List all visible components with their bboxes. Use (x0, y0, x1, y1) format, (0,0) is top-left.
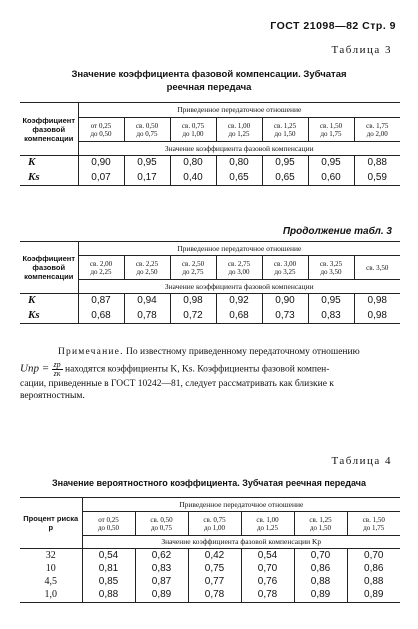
table3-title-line2: реечная передача (166, 82, 252, 93)
table3-col-header: св. 1,00 до 1,25 (216, 118, 262, 142)
table4-cell: 0,76 (241, 575, 294, 588)
table3b-cell: 0,90 (262, 294, 308, 308)
formula-fraction (52, 361, 63, 378)
table3-cell: 0,40 (170, 170, 216, 186)
table4-cell: 0,70 (294, 549, 347, 563)
table3-continuation-label: Продолжение табл. 3 (282, 226, 392, 237)
table3b-cell: 0,73 (262, 308, 308, 324)
page-header: ГОСТ 21098—82 Стр. 9 (270, 20, 396, 32)
table3b-cell: 0,68 (78, 308, 124, 324)
table3-col-header: св. 1,50 до 1,75 (308, 118, 354, 142)
formula-lhs: Uпр = (20, 362, 50, 375)
table3b-values-header: Значение коэффициента фазовой компенсации (78, 280, 400, 294)
table3b-col-header: св. 2,00 до 2,25 (78, 256, 124, 280)
table3b-row-label: Ks (20, 308, 78, 324)
table3b-cell: 0,78 (124, 308, 170, 324)
note-label: Примечание. (58, 347, 124, 357)
note-paragraph (20, 346, 400, 403)
table3b-col-header: св. 2,75 до 3,00 (216, 256, 262, 280)
table3b-cell: 0,98 (170, 294, 216, 308)
table4-cell: 0,89 (347, 588, 400, 602)
table3b-cell: 0,83 (308, 308, 354, 324)
table4-values-header: Значение коэффициента фазовой компенсации Kp (82, 536, 400, 549)
table4 (20, 497, 400, 603)
table4-cell: 0,77 (188, 575, 241, 588)
table3-row-label: Ks (20, 170, 78, 186)
table4-cell: 0,78 (188, 588, 241, 602)
table4-cell: 0,62 (135, 549, 188, 563)
table3b-col-header: св. 3,00 до 3,25 (262, 256, 308, 280)
note-line2: находятся коэффициенты K, Ks. Коэффициенты фазовой компен- (65, 364, 330, 375)
table3-title-line1: Значение коэффициента фазовой компенсации. Зубчатая (71, 69, 347, 80)
table3b-cell: 0,72 (170, 308, 216, 324)
table4-col-header: св. 0,75 до 1,00 (188, 512, 241, 536)
table3-cell: 0,80 (216, 156, 262, 170)
table3-cell: 0,80 (170, 156, 216, 170)
table4-cell: 0,70 (347, 549, 400, 563)
table3-cell: 0,59 (354, 170, 400, 186)
table4-cell: 0,86 (347, 562, 400, 575)
table4-cell: 0,42 (188, 549, 241, 563)
note-line4: вероятностным. (20, 391, 85, 401)
table3b-cell: 0,95 (308, 294, 354, 308)
table4-cell: 0,88 (294, 575, 347, 588)
table4-cell: 0,85 (82, 575, 135, 588)
table3-cell: 0,95 (262, 156, 308, 170)
table3-col-header: св. 0,50 до 0,75 (124, 118, 170, 142)
table3b-col-header: св. 2,25 до 2,50 (124, 256, 170, 280)
table4-cell: 0,87 (135, 575, 188, 588)
table3b-col-header: св. 3,25 до 3,50 (308, 256, 354, 280)
table4-cell: 0,89 (294, 588, 347, 602)
table3-row-label: K (20, 156, 78, 170)
table4-title: Значение вероятностного коэффициента. Зубчатая реечная передача (52, 478, 366, 488)
table3b-col-header: св. 3,50 (354, 256, 400, 280)
table3-cell: 0,95 (308, 156, 354, 170)
table3-cell: 0,65 (262, 170, 308, 186)
formula-numerator: zp (53, 359, 61, 369)
table3-title (20, 68, 398, 94)
table4-cell: 0,83 (135, 562, 188, 575)
table4-cell: 0,54 (82, 549, 135, 563)
table3-label: Таблица 3 (331, 44, 392, 56)
table4-cell: 0,88 (347, 575, 400, 588)
table3-continued (20, 241, 400, 324)
table3-cell: 0,90 (78, 156, 124, 170)
formula-denominator: zк (53, 368, 61, 378)
table4-col-header: св. 1,50 до 1,75 (347, 512, 400, 536)
table3b-cell: 0,94 (124, 294, 170, 308)
table3-col-header: св. 1,75 до 2,00 (354, 118, 400, 142)
table4-col-header: св. 1,00 до 1,25 (241, 512, 294, 536)
table3-rowhead: Коэффициент фазовой компенсации (20, 103, 78, 156)
table3b-group-header: Приведенное передаточное отношение (78, 242, 400, 256)
table4-cell: 0,70 (241, 562, 294, 575)
table4-cell: 0,75 (188, 562, 241, 575)
table4-cell: 0,88 (82, 588, 135, 602)
table4-row-label: 10 (20, 562, 82, 575)
table3b-cell: 0,92 (216, 294, 262, 308)
table3b-rowhead: Коэффициент фазовой компенсации (20, 242, 78, 294)
table3b-cell: 0,68 (216, 308, 262, 324)
note-line1: По известному приведенному передаточному отношению (126, 347, 360, 357)
table3-col-header: св. 0,75 до 1,00 (170, 118, 216, 142)
table4-label: Таблица 4 (331, 455, 392, 467)
table4-group-header: Приведенное передаточное отношение (82, 498, 400, 512)
table3-col-header: св. 1,25 до 1,50 (262, 118, 308, 142)
table4-col-header: св. 0,50 до 0,75 (135, 512, 188, 536)
table3b-cell: 0,87 (78, 294, 124, 308)
table3b-cell: 0,98 (354, 294, 400, 308)
note-line3: сации, приведенные в ГОСТ 10242—81, следует рассматривать как близкие к (20, 378, 334, 389)
table3-cell: 0,60 (308, 170, 354, 186)
table3-group-header: Приведенное передаточное отношение (78, 103, 400, 118)
table3-cell: 0,17 (124, 170, 170, 186)
table4-cell: 0,81 (82, 562, 135, 575)
table4-row-label: 32 (20, 549, 82, 563)
table4-cell: 0,78 (241, 588, 294, 602)
table4-row-label: 1,0 (20, 588, 82, 602)
table4-cell: 0,54 (241, 549, 294, 563)
table3b-col-header: св. 2,50 до 2,75 (170, 256, 216, 280)
table3-cell: 0,88 (354, 156, 400, 170)
table3-cell: 0,07 (78, 170, 124, 186)
table3-cell: 0,65 (216, 170, 262, 186)
table4-cell: 0,89 (135, 588, 188, 602)
table3-values-header: Значение коэффициента фазовой компенсации (78, 142, 400, 156)
table3-cell: 0,95 (124, 156, 170, 170)
table4-col-header: от 0,25 до 0,50 (82, 512, 135, 536)
table3-col-header: от 0,25 до 0,50 (78, 118, 124, 142)
table3b-row-label: K (20, 294, 78, 308)
table3b-cell: 0,98 (354, 308, 400, 324)
table4-row-label: 4,5 (20, 575, 82, 588)
table3 (20, 102, 400, 186)
table4-col-header: св. 1,25 до 1,50 (294, 512, 347, 536)
table4-cell: 0,86 (294, 562, 347, 575)
table4-rowhead: Процент риска p (20, 498, 82, 549)
